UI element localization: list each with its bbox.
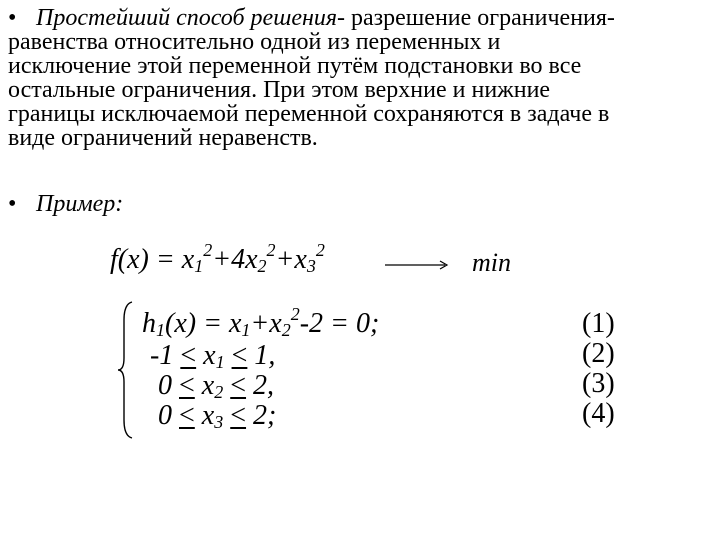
bullet-dot: •: [8, 5, 17, 31]
bullet-line-6: виде ограничений неравенств.: [8, 125, 318, 151]
objective-function: [110, 240, 325, 276]
upper-bound: 2;: [253, 400, 277, 431]
bullet-solution-method: [8, 6, 720, 150]
text-plus-x: +x: [250, 308, 282, 339]
constraint-bound-x1: [150, 340, 275, 372]
objective-direction: min: [472, 248, 511, 277]
sup-2: 2: [290, 304, 300, 324]
bullet-text-rest: - разрешение ограничения-: [337, 5, 615, 31]
bullet-line-5: границы исключаемой переменной сохраняются в задаче в: [8, 101, 610, 127]
var-x: x: [203, 340, 216, 371]
sub-3: 3: [306, 256, 316, 276]
sub-2: 2: [281, 320, 291, 340]
le-sign: <: [180, 340, 197, 371]
bullet-line-4: остальные ограничения. При этом верхние и нижние: [8, 77, 551, 103]
bullet-italic-lead: Простейший способ решения: [36, 5, 338, 31]
sup-2: 2: [203, 240, 213, 260]
var-x: x: [201, 370, 215, 401]
var-x: x: [201, 400, 215, 431]
le-sign: <: [179, 370, 195, 401]
le-sign-2: <: [231, 340, 248, 371]
le-sign-2: <: [230, 370, 247, 401]
sup-2b: 2: [266, 240, 276, 260]
text-rhs: -2 = 0;: [299, 308, 380, 339]
constraint-equality: [142, 304, 380, 340]
objective-lhs: f(x) = x: [110, 244, 195, 275]
equation-number-2: (2): [582, 338, 615, 369]
sub-2: 2: [257, 256, 267, 276]
arrow-right-icon: [385, 259, 455, 271]
constraint-bound-x3: [158, 400, 276, 432]
sup-2c: 2: [315, 240, 325, 260]
bullet-line-1: [8, 6, 720, 30]
term-x: +x: [275, 244, 307, 275]
bullet-line-3: исключение этой переменной путём подстановки во все: [8, 53, 582, 79]
le-sign: <: [179, 400, 195, 431]
bullet-dot: •: [8, 191, 17, 217]
sub-3: 3: [214, 412, 224, 432]
sub-1: 1: [194, 256, 204, 276]
left-brace-icon: [116, 300, 136, 440]
term-4x: +4x: [212, 244, 258, 275]
lower-bound: 0: [158, 400, 172, 431]
lower-bound: 0: [158, 370, 172, 401]
equation-number-1: (1): [582, 308, 615, 339]
example-label: Пример:: [36, 191, 124, 217]
bullet-line-2: равенства относительно одной из переменных и: [8, 29, 501, 55]
lower-bound: -1: [150, 340, 174, 371]
upper-bound: 2,: [253, 370, 275, 401]
equation-number-4: (4): [582, 398, 615, 429]
h-symbol: h: [142, 308, 156, 339]
constraint-bound-x2: [158, 370, 274, 402]
equation-number-3: (3): [582, 368, 615, 399]
text-x: (x) = x: [165, 308, 242, 339]
sub-1: 1: [156, 320, 165, 340]
sub-1: 1: [215, 352, 225, 372]
upper-bound: 1,: [254, 340, 276, 371]
le-sign-2: <: [230, 400, 247, 431]
sub-1b: 1: [241, 320, 251, 340]
bullet-example: [8, 192, 720, 216]
sub-2: 2: [214, 382, 224, 402]
